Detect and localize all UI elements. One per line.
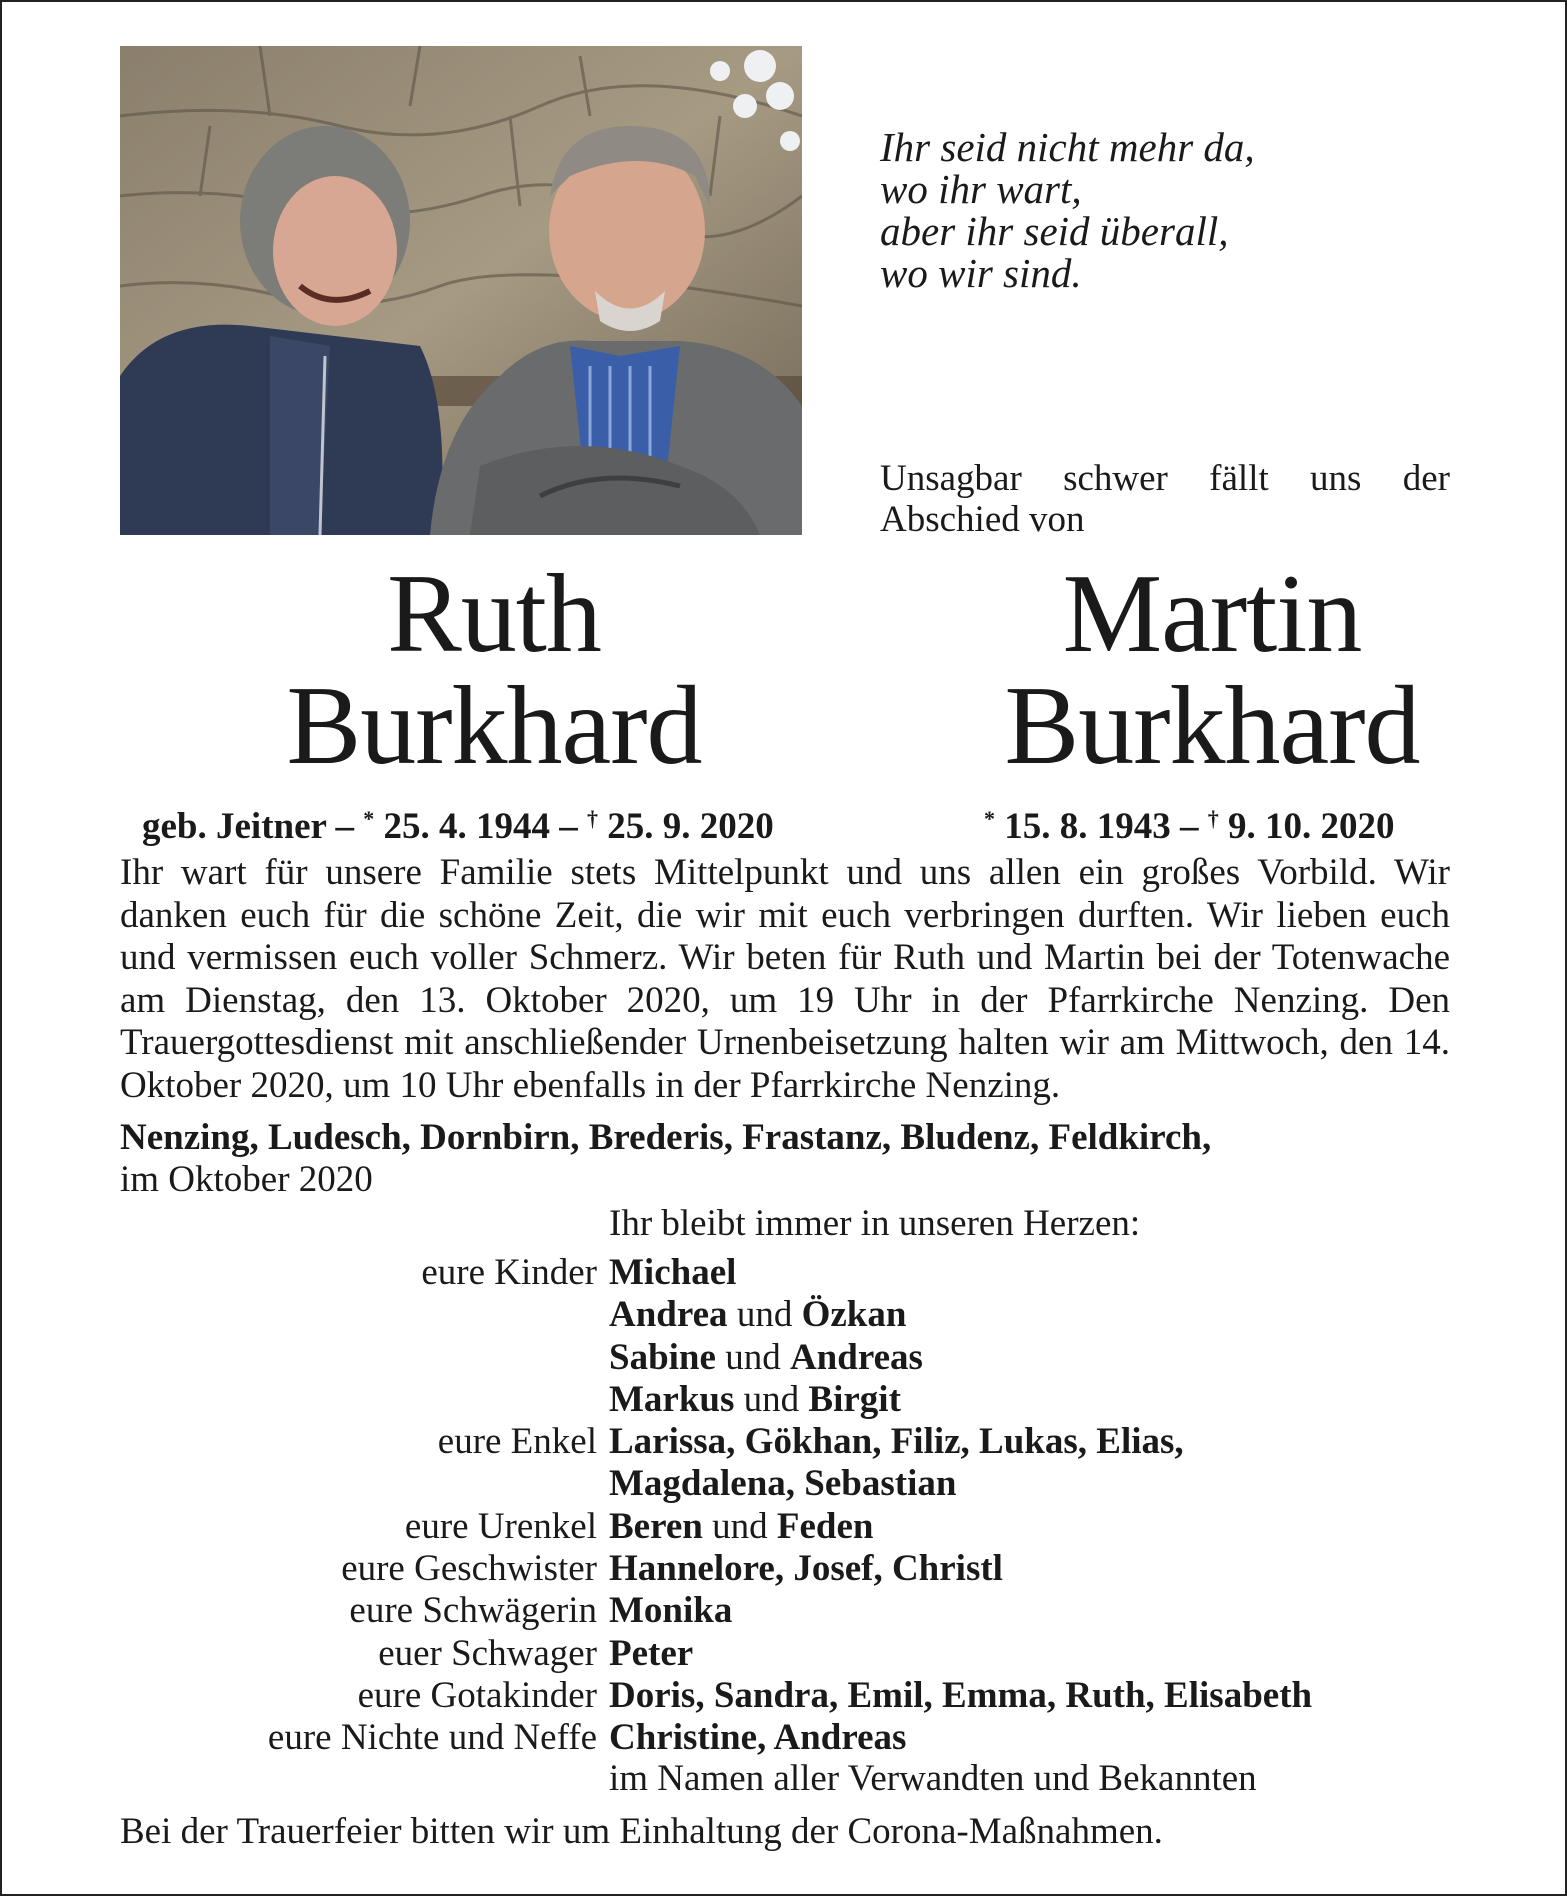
- member-name: Feden: [776, 1505, 874, 1547]
- life-dates-martin: [984, 797, 1395, 849]
- relation-label: eure Kinder: [421, 1252, 597, 1293]
- place-date: im Oktober 2020: [120, 1159, 373, 1200]
- member-name: Doris, Sandra, Emil, Emma, Ruth, Elisabeth: [609, 1674, 1313, 1716]
- poem: [880, 126, 1400, 294]
- relation-label: [120, 1463, 597, 1505]
- member-names: [609, 1675, 1312, 1717]
- relation-label: [120, 1379, 597, 1421]
- member-names: [609, 1337, 923, 1379]
- member-names: [609, 1379, 901, 1421]
- family-row: [120, 1421, 1540, 1463]
- family-row: [120, 1337, 1540, 1379]
- died-symbol: †: [587, 806, 599, 831]
- relation-label: eure Enkel: [437, 1421, 597, 1463]
- separator: –: [1180, 806, 1199, 847]
- last-name: Burkhard: [286, 664, 702, 788]
- family-row: [120, 1590, 1540, 1632]
- relation-label: euer Schwager: [378, 1632, 597, 1674]
- member-names: [609, 1590, 732, 1632]
- poem-line: wo wir sind.: [880, 250, 1082, 296]
- poem-line: Ihr seid nicht mehr da,: [880, 124, 1255, 170]
- relation-label: [120, 1294, 597, 1336]
- poem-line: aber ihr seid überall,: [880, 208, 1229, 254]
- places-list: Nenzing, Ludesch, Dornbirn, Brederis, Frastanz, Bludenz, Feldkirch,: [120, 1117, 1212, 1158]
- member-names: [609, 1294, 906, 1336]
- family-row: [120, 1633, 1540, 1675]
- places-block: [120, 1117, 1450, 1201]
- separator: –: [335, 806, 355, 847]
- conjunction: und: [727, 1294, 802, 1336]
- family-row: [120, 1675, 1540, 1717]
- relation-label: eure Urenkel: [404, 1505, 597, 1547]
- family-row: [120, 1252, 1540, 1294]
- member-name: Özkan: [801, 1294, 907, 1336]
- deceased-name-ruth: [120, 552, 868, 788]
- birth-date: 25. 4. 1944: [383, 806, 551, 847]
- member-name: Birgit: [808, 1378, 901, 1420]
- couple-photo: [120, 46, 802, 535]
- photo-illustration: [120, 46, 802, 535]
- member-name: Andrea: [609, 1294, 728, 1336]
- relation-label: eure Geschwister: [341, 1548, 597, 1590]
- relation-label: eure Gotakinder: [357, 1674, 597, 1716]
- relation-label: [120, 1337, 597, 1379]
- member-names: [609, 1633, 693, 1675]
- member-name: Michael: [609, 1252, 737, 1293]
- member-names: [609, 1506, 873, 1548]
- family-row: [120, 1463, 1540, 1505]
- died-symbol: †: [1207, 806, 1219, 831]
- family-row: [120, 1506, 1540, 1548]
- maiden-name: geb. Jeitner: [142, 806, 327, 847]
- corona-notice: Bei der Trauerfeier bitten wir um Einhaltung der Corona-Maßnahmen.: [120, 1811, 1163, 1852]
- life-dates-ruth: [142, 797, 774, 849]
- obituary-text: Ihr wart für unsere Familie stets Mittelpunkt und uns allen ein großes Vorbild. Wir danken euch für die schöne Zeit, die wir mit euch verbringen durften. Wir lieben euch und vermissen euch voller Schmerz. Wir beten für Ruth und Martin bei der Totenwache am Dienstag, den 13. Oktober 2020, um 19 Uhr in der Pfarrkirche Nenzing. Den Trauergottesdienst mit anschließender Urnenbeisetzung halten wir am Mittwoch, den 14. Oktober 2020, um 10 Uhr ebenfalls in der Pfarrkirche Nenzing.: [120, 852, 1450, 1106]
- family-row: [120, 1548, 1540, 1590]
- member-names: [609, 1421, 1184, 1463]
- member-names: [609, 1463, 956, 1505]
- conjunction: und: [734, 1378, 809, 1420]
- born-symbol: *: [363, 806, 375, 831]
- first-name: Ruth: [387, 552, 601, 676]
- born-symbol: *: [984, 806, 995, 831]
- member-name: Andreas: [789, 1336, 923, 1378]
- member-name: Monika: [609, 1590, 733, 1632]
- conjunction: und: [702, 1505, 777, 1547]
- member-name: Beren: [609, 1505, 703, 1547]
- member-name: Markus: [609, 1378, 735, 1420]
- member-name: Larissa, Gökhan, Filiz, Lukas, Elias,: [609, 1421, 1184, 1463]
- remembrance-line: Ihr bleibt immer in unseren Herzen:: [609, 1203, 1141, 1244]
- member-names: [609, 1252, 736, 1294]
- relation-label: eure Schwägerin: [349, 1590, 597, 1632]
- intro-text: Unsagbar schwer fällt uns der Abschied von: [880, 458, 1450, 540]
- member-name: Sabine: [609, 1336, 716, 1378]
- family-row: [120, 1379, 1540, 1421]
- death-date: 9. 10. 2020: [1228, 806, 1395, 847]
- relation-label: eure Nichte und Neffe: [267, 1717, 597, 1759]
- deceased-name-martin: [902, 552, 1522, 788]
- member-name: Peter: [609, 1632, 694, 1674]
- separator: –: [559, 806, 578, 847]
- member-names: [609, 1717, 906, 1759]
- member-name: Christine, Andreas: [609, 1717, 907, 1759]
- member-name: Hannelore, Josef, Christl: [609, 1548, 1003, 1590]
- member-names: [609, 1548, 1003, 1590]
- birth-date: 15. 8. 1943: [1004, 806, 1171, 847]
- family-list: [120, 1252, 1540, 1760]
- family-row: [120, 1717, 1540, 1759]
- poem-line: wo ihr wart,: [880, 166, 1082, 212]
- last-name: Burkhard: [1004, 664, 1420, 788]
- family-row: [120, 1294, 1540, 1336]
- conjunction: und: [715, 1336, 790, 1378]
- death-date: 25. 9. 2020: [607, 806, 774, 847]
- first-name: Martin: [1062, 552, 1362, 676]
- on-behalf-line: im Namen aller Verwandten und Bekannten: [609, 1758, 1257, 1799]
- member-name: Magdalena, Sebastian: [609, 1463, 957, 1505]
